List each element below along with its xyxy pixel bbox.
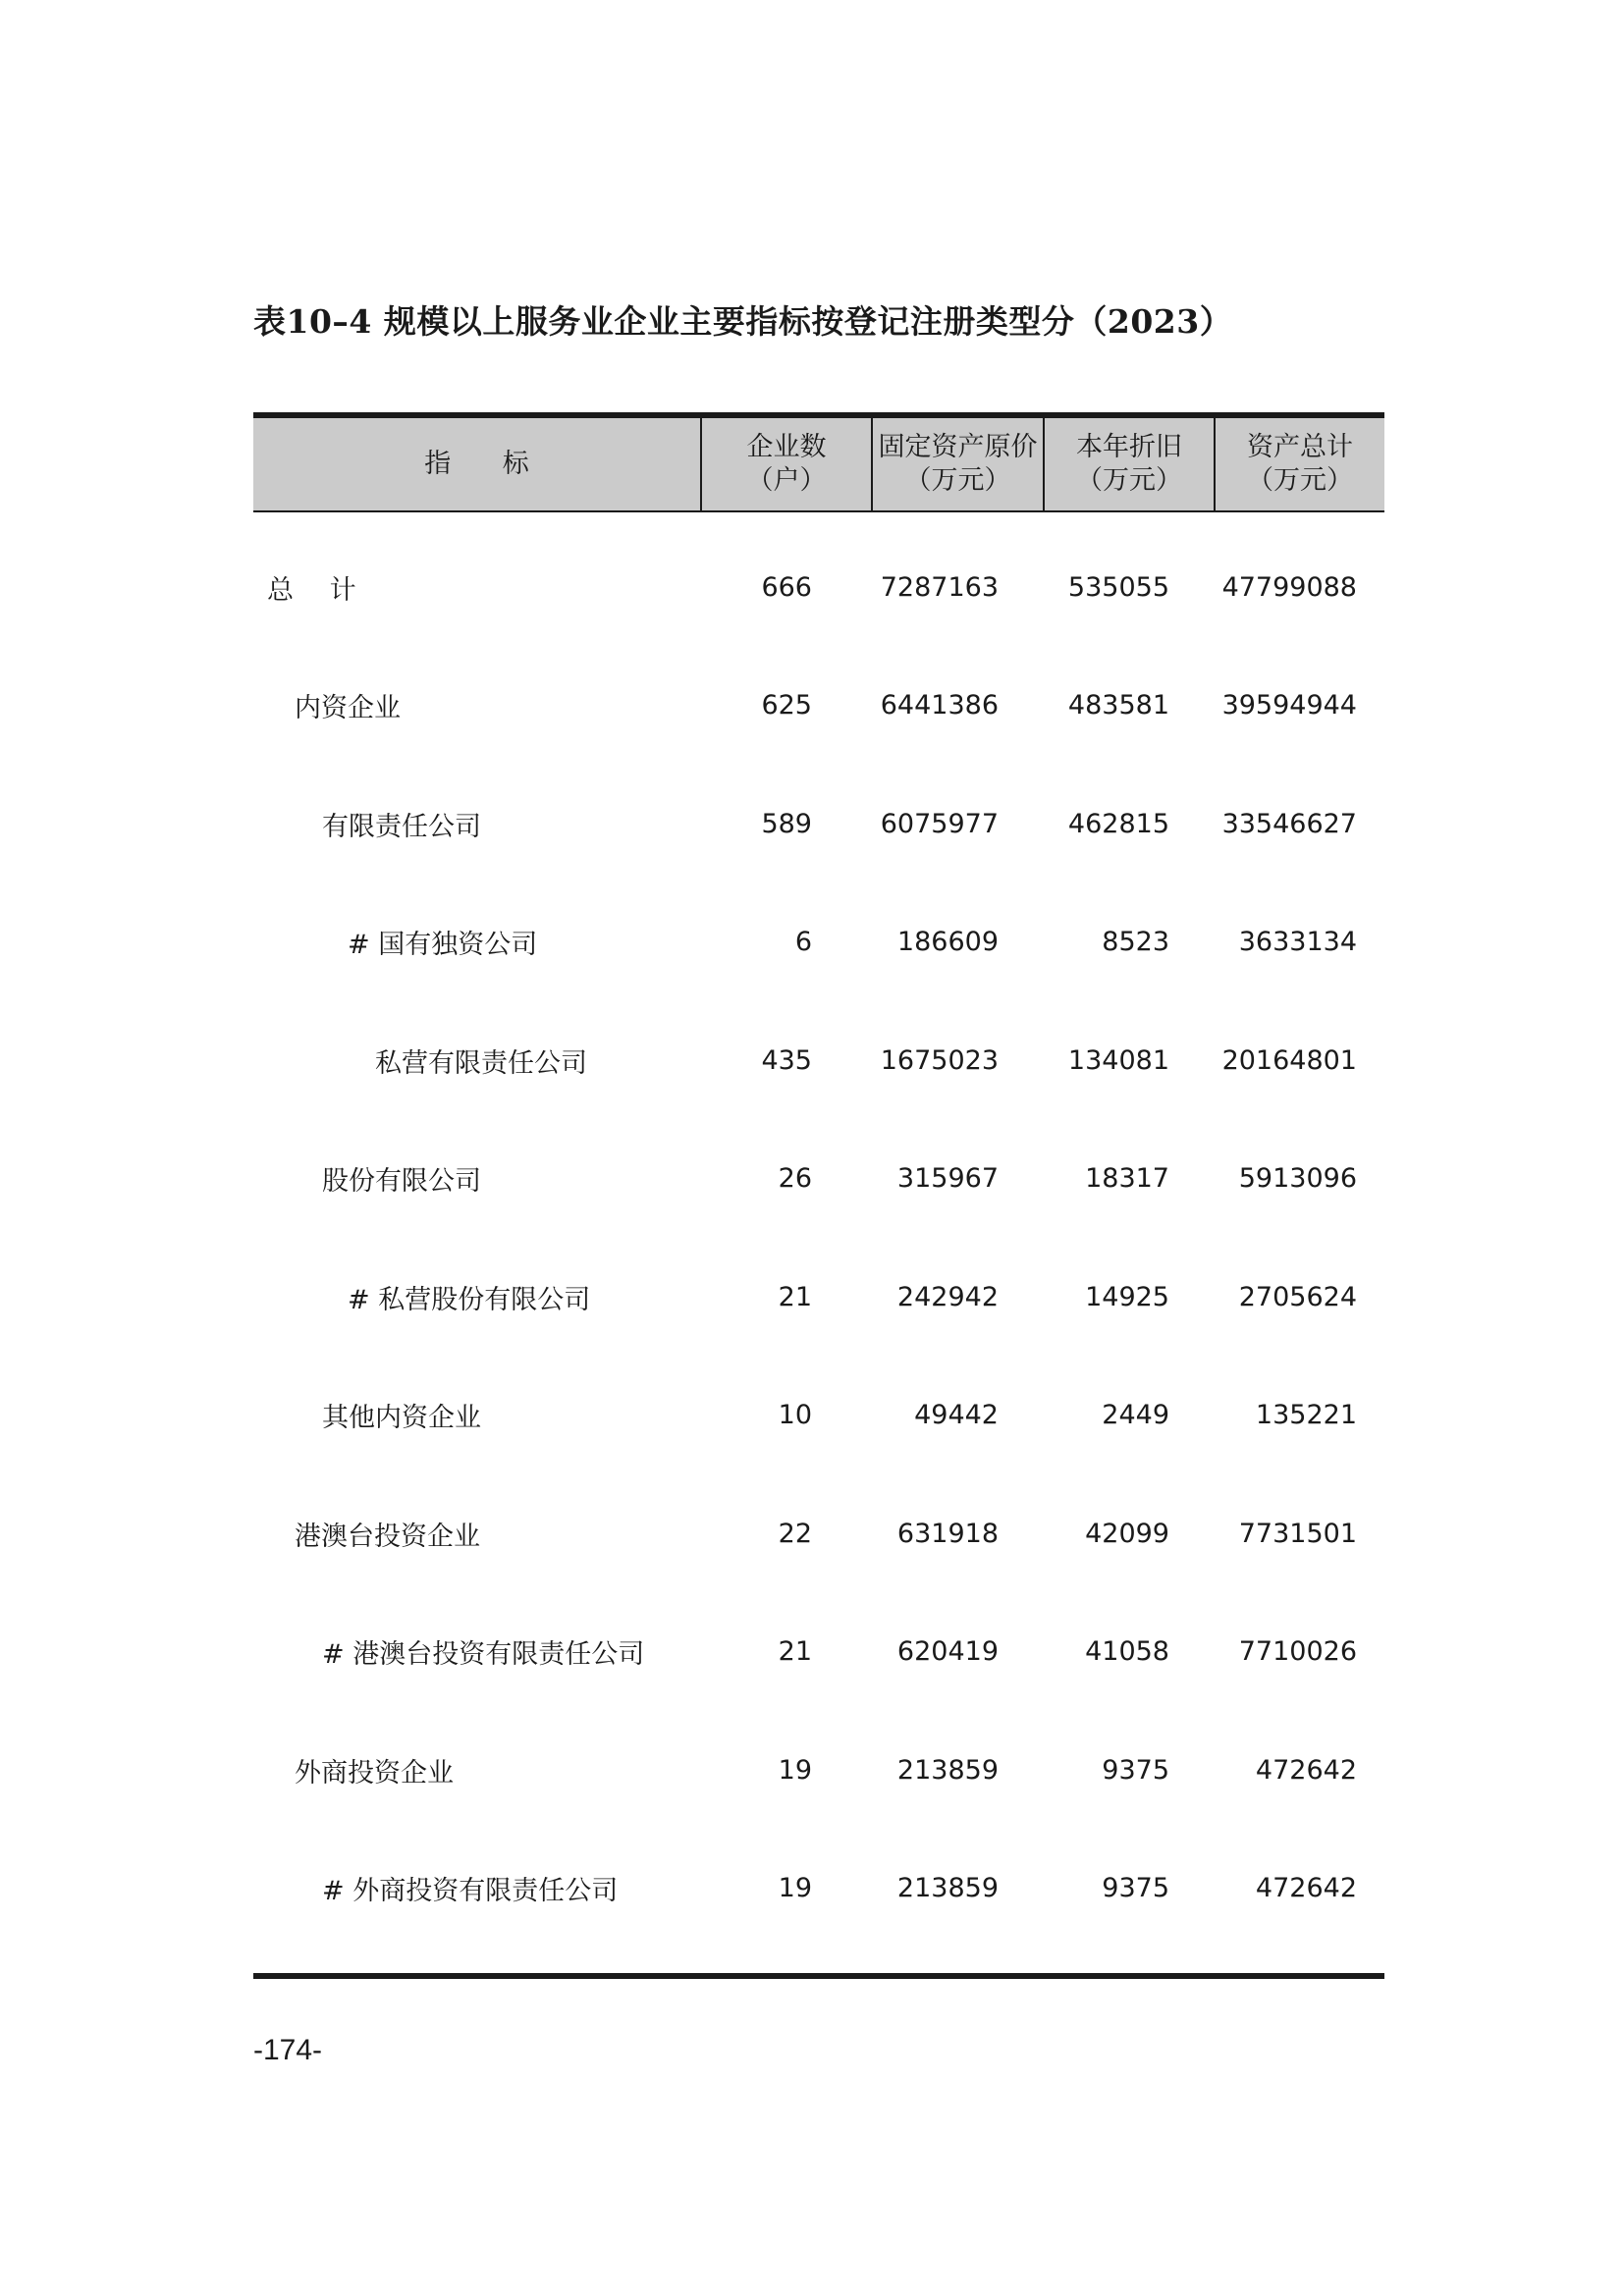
header-fixed-assets-unit: （万元）	[904, 465, 1011, 496]
cell-total-assets: 39594944	[1221, 690, 1357, 721]
cell-depreciation: 2449	[1102, 1400, 1169, 1431]
cell-enterprises: 22	[778, 1518, 812, 1549]
cell-depreciation: 9375	[1102, 1873, 1169, 1904]
cell-depreciation: 9375	[1102, 1754, 1169, 1786]
cell-total-assets: 2705624	[1238, 1281, 1357, 1312]
row-label: 总 计	[267, 574, 370, 606]
table-row	[253, 1357, 1384, 1475]
row-label: 私营有限责任公司	[375, 1047, 587, 1079]
cell-fixed-assets: 213859	[896, 1873, 999, 1904]
header-fixed-assets	[871, 418, 1043, 510]
table-header	[253, 418, 1384, 512]
table-row	[253, 1711, 1384, 1830]
header-fixed-assets-label: 固定资产原价	[878, 432, 1038, 462]
cell-depreciation: 14925	[1085, 1281, 1169, 1312]
cell-fixed-assets: 315967	[896, 1163, 999, 1195]
cell-depreciation: 535055	[1067, 571, 1169, 603]
row-label: 股份有限公司	[322, 1166, 481, 1198]
table-row	[253, 647, 1384, 766]
cell-fixed-assets: 6441386	[880, 690, 999, 721]
cell-total-assets: 5913096	[1238, 1163, 1357, 1195]
row-label: # 外商投资有限责任公司	[322, 1876, 619, 1907]
header-enterprises	[700, 418, 871, 510]
cell-enterprises: 19	[778, 1873, 812, 1904]
cell-fixed-assets: 6075977	[880, 808, 999, 839]
cell-enterprises: 10	[778, 1400, 812, 1431]
cell-enterprises: 666	[761, 571, 812, 603]
page-title: 表10–4 规模以上服务业企业主要指标按登记注册类型分（2023）	[253, 302, 1233, 341]
cell-total-assets: 20164801	[1221, 1044, 1357, 1076]
table-row	[253, 1001, 1384, 1120]
table-row	[253, 1830, 1384, 1949]
cell-depreciation: 134081	[1067, 1044, 1169, 1076]
cell-fixed-assets: 631918	[896, 1518, 999, 1549]
cell-enterprises: 6	[794, 927, 812, 958]
header-total-assets-unit: （万元）	[1247, 465, 1353, 496]
cell-total-assets: 7710026	[1238, 1636, 1357, 1668]
cell-depreciation: 18317	[1085, 1163, 1169, 1195]
row-label: 其他内资企业	[322, 1403, 481, 1434]
header-total-assets-label: 资产总计	[1247, 432, 1353, 462]
header-depreciation	[1043, 418, 1214, 510]
table-row	[253, 765, 1384, 883]
table-row	[253, 1120, 1384, 1239]
header-depreciation-label: 本年折旧	[1076, 432, 1182, 462]
row-label: # 港澳台投资有限责任公司	[322, 1639, 645, 1671]
cell-total-assets: 33546627	[1221, 808, 1357, 839]
cell-fixed-assets: 213859	[896, 1754, 999, 1786]
row-label: # 私营股份有限公司	[348, 1284, 591, 1315]
cell-depreciation: 41058	[1085, 1636, 1169, 1668]
cell-total-assets: 7731501	[1238, 1518, 1357, 1549]
cell-depreciation: 462815	[1067, 808, 1169, 839]
header-indicator-label: 指 标	[424, 449, 551, 479]
cell-enterprises: 21	[778, 1281, 812, 1312]
cell-total-assets: 47799088	[1221, 571, 1357, 603]
cell-fixed-assets: 7287163	[880, 571, 999, 603]
cell-total-assets: 472642	[1255, 1754, 1357, 1786]
row-label: 外商投资企业	[295, 1757, 454, 1789]
cell-fixed-assets: 49442	[914, 1400, 999, 1431]
cell-total-assets: 3633134	[1238, 927, 1357, 958]
header-depreciation-unit: （万元）	[1076, 465, 1182, 496]
row-label: 内资企业	[295, 693, 401, 724]
table-bottom-rule	[253, 1973, 1384, 1979]
table-row	[253, 883, 1384, 1002]
header-enterprises-label: 企业数	[746, 432, 827, 462]
cell-fixed-assets: 242942	[896, 1281, 999, 1312]
cell-enterprises: 589	[761, 808, 812, 839]
cell-total-assets: 135221	[1255, 1400, 1357, 1431]
table-row	[253, 1238, 1384, 1357]
cell-enterprises: 26	[778, 1163, 812, 1195]
cell-enterprises: 435	[761, 1044, 812, 1076]
cell-enterprises: 625	[761, 690, 812, 721]
cell-fixed-assets: 1675023	[880, 1044, 999, 1076]
cell-fixed-assets: 620419	[896, 1636, 999, 1668]
cell-depreciation: 483581	[1067, 690, 1169, 721]
row-label: # 国有独资公司	[348, 930, 538, 961]
table-body	[253, 512, 1384, 1948]
header-indicator	[253, 418, 700, 510]
cell-depreciation: 42099	[1085, 1518, 1169, 1549]
data-table	[253, 412, 1384, 1948]
page-number: -174-	[253, 2034, 323, 2066]
header-total-assets	[1214, 418, 1384, 510]
cell-enterprises: 21	[778, 1636, 812, 1668]
cell-total-assets: 472642	[1255, 1873, 1357, 1904]
table-row	[253, 1474, 1384, 1593]
cell-fixed-assets: 186609	[896, 927, 999, 958]
cell-depreciation: 8523	[1102, 927, 1169, 958]
cell-enterprises: 19	[778, 1754, 812, 1786]
table-row	[253, 528, 1384, 647]
table-row	[253, 1593, 1384, 1712]
row-label: 有限责任公司	[322, 811, 481, 842]
header-enterprises-unit: （户）	[746, 465, 827, 496]
row-label: 港澳台投资企业	[295, 1521, 480, 1552]
